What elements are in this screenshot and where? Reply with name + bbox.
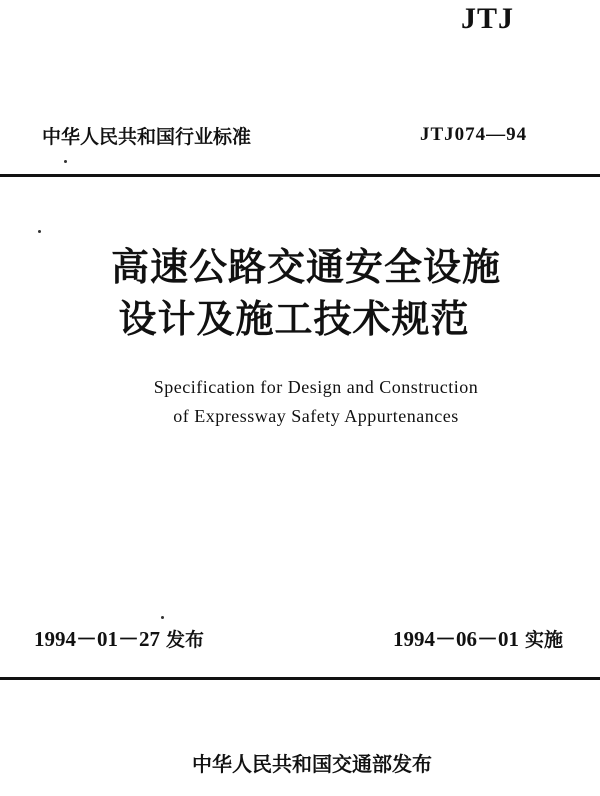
standard-type-heading: 中华人民共和国行业标准 (42, 126, 252, 148)
issue-label: 发布 (166, 629, 205, 651)
scan-speck (38, 230, 41, 233)
english-title-line-1: Specification for Design and Construction (153, 377, 479, 397)
chinese-title-line-1: 高速公路交通安全设施 (110, 245, 501, 289)
scan-speck (64, 160, 67, 163)
effective-date: 1994－06－01 (393, 627, 519, 651)
effective-label: 实施 (525, 629, 564, 651)
chinese-title-line-2: 设计及施工技术规范 (118, 297, 470, 341)
effective-date-block (393, 623, 563, 653)
issue-date: 1994－01－27 (34, 627, 160, 651)
top-divider (0, 174, 600, 177)
scan-speck (161, 616, 164, 619)
issue-date-block (34, 623, 204, 653)
bottom-divider (0, 677, 600, 680)
standard-number: JTJ074—94 (420, 124, 528, 145)
publisher-line: 中华人民共和国交通部发布 (192, 752, 432, 776)
english-title-line-2: of Expressway Safety Appurtenances (173, 406, 459, 426)
standard-code-mark: JTJ (460, 2, 514, 35)
